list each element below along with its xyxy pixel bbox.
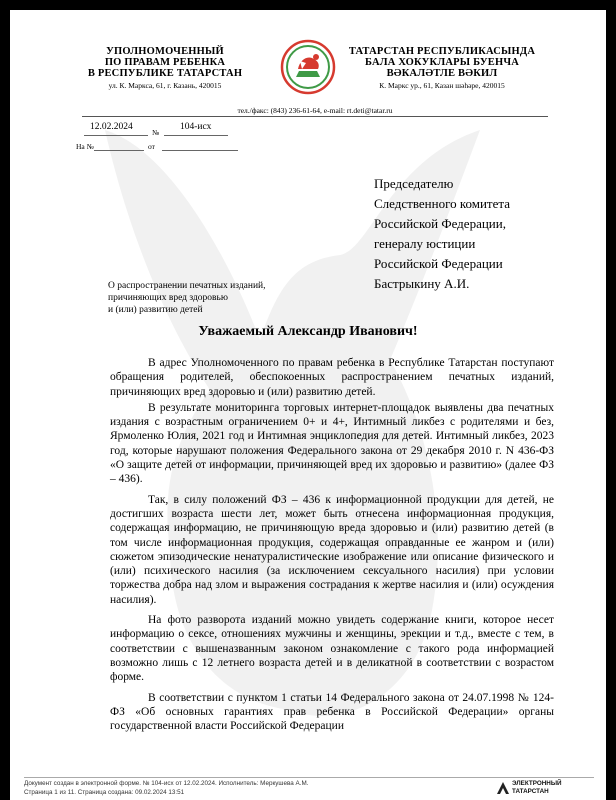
- reg-date: 12.02.2024: [90, 122, 133, 132]
- body-paragraph: Так, в силу положений ФЗ – 436 к информационной продукции для детей, не достигших возраста шести лет, может быть отнесена информационная продукция, содержащая информацию, не причиняющую вреда здоровью и (или) развитию детей (в том числе информационная продукция, содержащая оправданные ее жанром и (или) сюжетом эпизодические ненатуралистические изображение или описание физического и (или) психического насилия (за исключением сексуального насилия) при условии торжества добра над злом и выражения сострадания к жертве насилия и (или) осуждения насилия).: [110, 493, 554, 606]
- org-left-block: [80, 46, 250, 79]
- footer-line1: Документ создан в электронной форме. № 104-исх от 12.02.2024. Исполнитель: Меркушева А.М.: [24, 780, 309, 787]
- header-divider: [82, 116, 548, 117]
- recipient-line: Председателю: [374, 176, 454, 191]
- letter-body: [110, 356, 554, 733]
- tatarstan-emblem-icon: [280, 39, 336, 95]
- reg-number-underline: [164, 135, 228, 136]
- badge-line2: ТАТАРСТАН: [512, 788, 549, 795]
- body-paragraph: На фото разворота изданий можно увидеть содержание книги, которое несет информацию о сексе, отношениях мужчины и женщины, эрекции и т.д., вместе с тем, в соответствии с вышеназванным законом ознакомление с такого рода информацией возможно лишь с 12 летнего возраста детей и в деликатной в соответствии с возрастом форме.: [110, 614, 554, 684]
- recipient-line: Российской Федерации,: [374, 216, 506, 231]
- body-paragraph: В адрес Уполномоченного по правам ребенка в Республике Татарстан поступают обращения родителей, обеспокоенных распространением печатных изданий, причиняющих вред здоровью и (или) развитию детей.: [110, 357, 554, 398]
- recipient-line: Российской Федерации: [374, 256, 503, 271]
- footer-divider: [24, 777, 594, 778]
- ref-number-underline: [94, 150, 144, 151]
- org-right-line3: ВӘКАЛӘТЛЕ ВӘКИЛ: [386, 68, 498, 79]
- body-paragraph: В соответствии с пунктом 1 статьи 14 Федерального закона от 24.07.1998 № 124-ФЗ «Об основных гарантиях прав ребенка в Российской Федерации» органы государственной власти Российской Федерации: [110, 691, 554, 733]
- recipient-line: Бастрыкину А.И.: [374, 276, 470, 291]
- subject-line: О распространении печатных изданий,: [108, 281, 266, 291]
- footer-line2: Страница 1 из 11. Страница создана: 09.02.2024 13:51: [24, 789, 185, 796]
- badge-line1: ЭЛЕКТРОННЫЙ: [512, 780, 562, 787]
- org-right-block: [338, 46, 546, 79]
- subject-line: и (или) развитию детей: [108, 305, 203, 315]
- org-right-line2: БАЛА ХОКУКЛАРЫ БУЕНЧА: [364, 57, 520, 68]
- org-left-line2: ПО ПРАВАМ РЕБЕНКА: [104, 57, 226, 68]
- subject-block: [108, 280, 328, 316]
- reg-number: 104-исх: [180, 122, 212, 132]
- ref-number-label: На №: [76, 142, 94, 151]
- org-left-address: ул. К. Маркса, 61, г. Казань, 420015: [108, 81, 222, 90]
- reg-date-underline: [84, 135, 148, 136]
- document-page: [10, 10, 606, 800]
- salutation: Уважаемый Александр Иванович!: [198, 324, 418, 339]
- electronic-tatarstan-logo-icon: [496, 781, 510, 795]
- org-right-address: К. Маркс ур., 61, Казан шәһәре, 420015: [379, 81, 505, 90]
- subject-line: причиняющих вред здоровью: [108, 293, 228, 303]
- body-paragraph: В результате мониторинга торговых интернет-площадок выявлены два печатных издания с возрастным ограничением 0+ и 4+, Интимный ликбез с родителями и без, Ярмоленко Юлия, 2021 год и Интимная энциклопедия для детей. Интимный ликбез, 2023 год, которые нарушают положения Федерального закона от 29 декабря 2010 г. N 436-ФЗ «О защите детей от информации, причиняющей вред их здоровью и развитию» (далее ФЗ – 436).: [110, 401, 554, 486]
- ref-from-label: от: [148, 142, 155, 151]
- org-left-line3: В РЕСПУБЛИКЕ ТАТАРСТАН: [87, 68, 243, 79]
- org-right-line1: ТАТАРСТАН РЕСПУБЛИКАСЫНДА: [348, 46, 536, 57]
- reg-number-label: №: [152, 128, 160, 137]
- contacts-line: тел./факс: (843) 236-61-64, e-mail: rt.deti@tatar.ru: [237, 106, 393, 115]
- recipient-block: [374, 174, 594, 294]
- ref-from-underline: [162, 150, 238, 151]
- electronic-tatarstan-badge: [496, 779, 596, 799]
- org-left-line1: УПОЛНОМОЧЕННЫЙ: [106, 46, 224, 57]
- recipient-line: генералу юстиции: [374, 236, 476, 251]
- recipient-line: Следственного комитета: [374, 196, 510, 211]
